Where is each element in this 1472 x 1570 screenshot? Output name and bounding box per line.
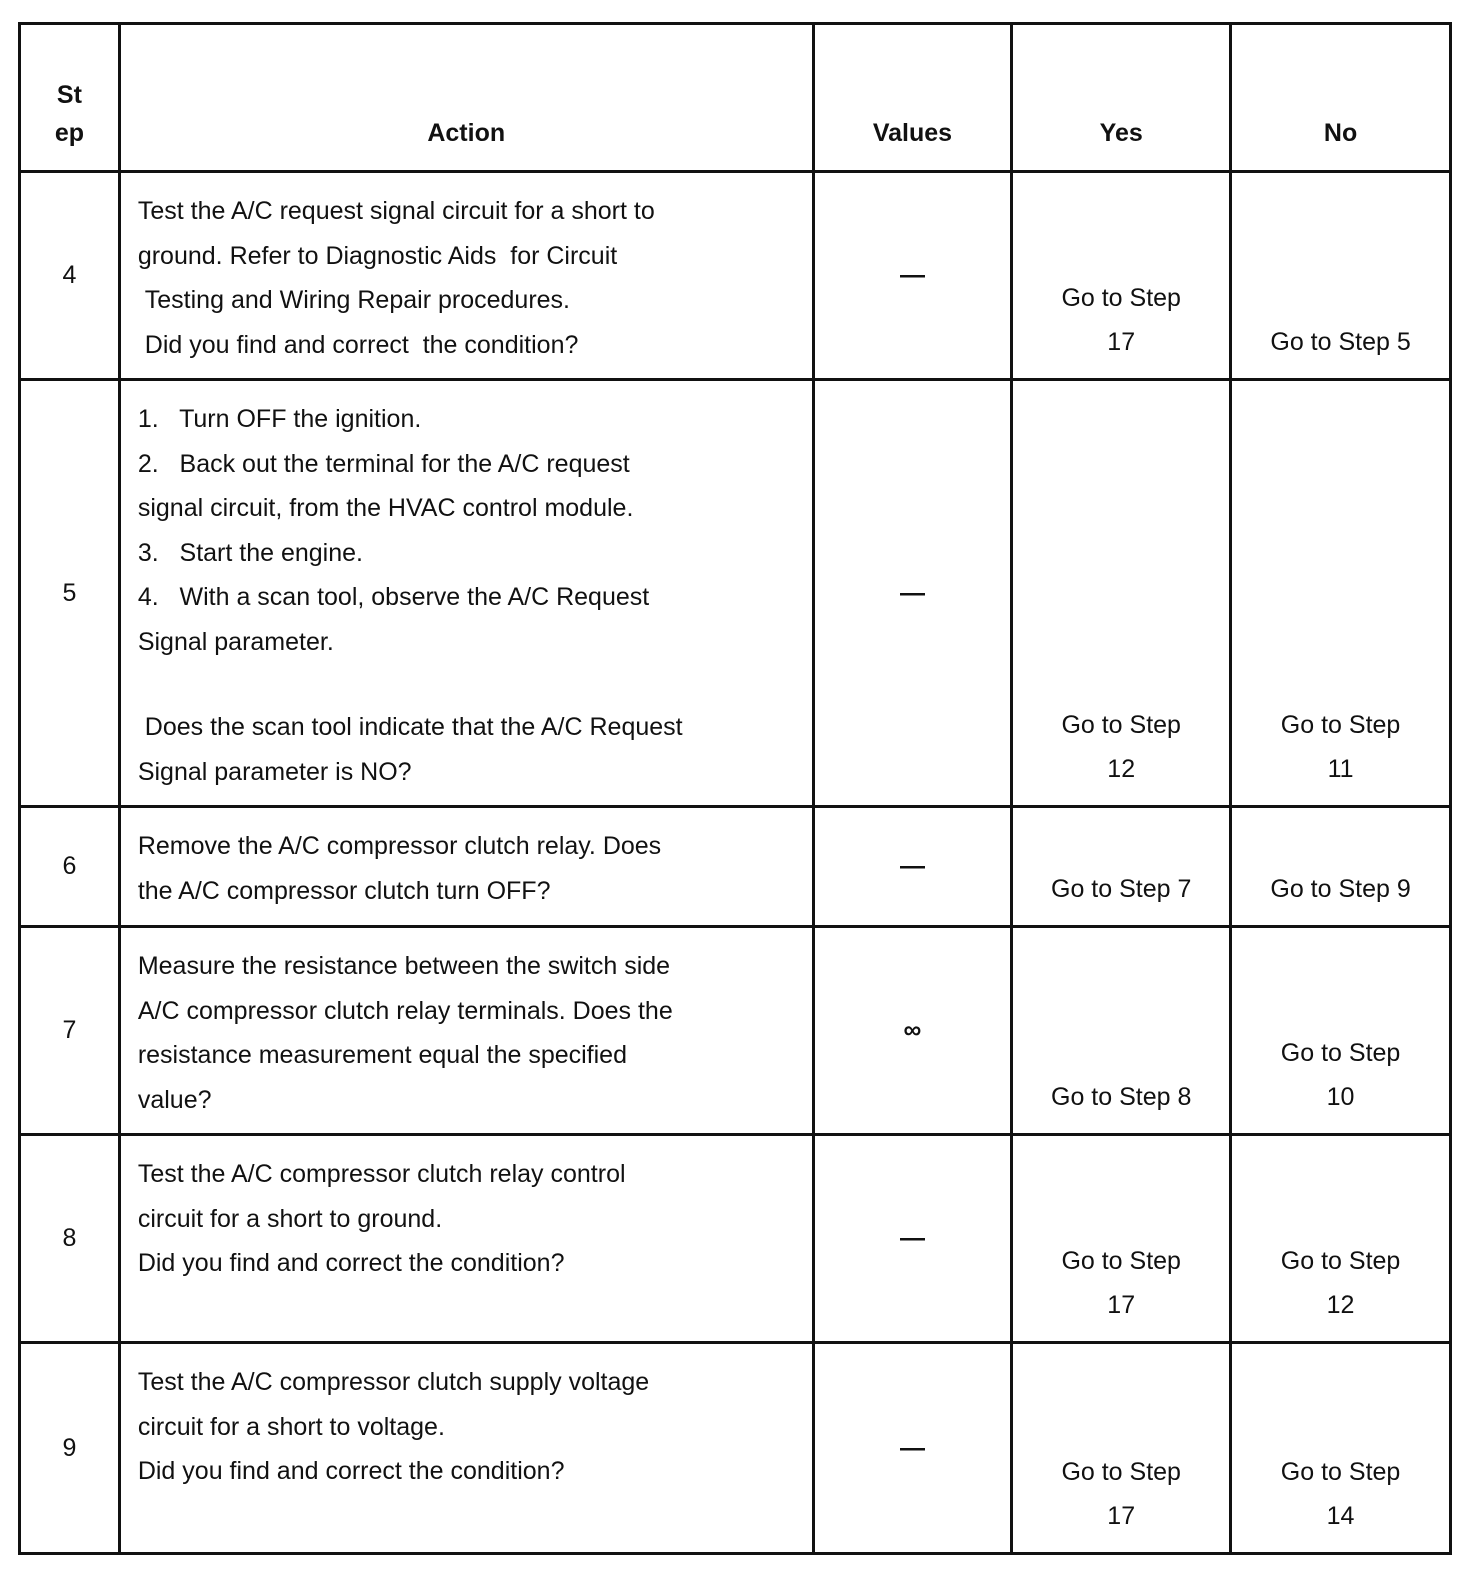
no-text: Go to Step 5 <box>1270 328 1411 356</box>
yes-cell <box>1012 380 1231 807</box>
yes-text: Go to Step <box>1061 284 1181 312</box>
no-text: 11 <box>1327 755 1354 783</box>
action-line: circuit for a short to ground. <box>137 1204 443 1233</box>
value-cell: — <box>813 380 1012 807</box>
action-line: Signal parameter is NO? <box>137 757 412 786</box>
yes-cell <box>1012 1135 1231 1343</box>
yes-text: 12 <box>1107 755 1136 783</box>
no-text: Go to Step <box>1280 1039 1401 1067</box>
yes-text: Go to Step <box>1061 1247 1181 1275</box>
action-line: Signal parameter. <box>137 627 334 656</box>
action-line: Does the scan tool indicate that the A/C Request <box>137 713 683 741</box>
header-values: Values <box>813 24 1012 172</box>
action-cell <box>119 172 813 380</box>
action-line: value? <box>137 1085 212 1114</box>
header-row <box>20 24 1451 172</box>
step-number: 7 <box>20 927 120 1135</box>
no-text: Go to Step <box>1280 711 1401 739</box>
action-line <box>138 664 794 705</box>
table-row <box>20 1135 1451 1343</box>
no-cell <box>1231 380 1451 807</box>
yes-text: Go to Step <box>1061 711 1181 739</box>
value-cell: — <box>813 172 1012 380</box>
action-line: circuit for a short to voltage. <box>137 1412 445 1441</box>
action-line: Measure the resistance between the switch side <box>137 952 671 980</box>
yes-text: 17 <box>1107 328 1136 356</box>
diagnostic-table <box>18 22 1452 1555</box>
action-line: Did you find and correct the condition? <box>137 1249 565 1277</box>
value-cell: ∞ <box>813 927 1012 1135</box>
action-cell <box>119 927 813 1135</box>
no-text: Go to Step 9 <box>1270 875 1411 903</box>
yes-text: 17 <box>1107 1502 1136 1530</box>
step-number: 5 <box>20 380 120 807</box>
step-number: 9 <box>20 1343 120 1554</box>
no-text: Go to Step <box>1280 1458 1401 1486</box>
no-cell <box>1231 1343 1451 1554</box>
action-line: A/C compressor clutch relay terminals. Does the <box>137 996 673 1025</box>
no-cell <box>1231 807 1451 927</box>
action-line: Did you find and correct the condition? <box>137 1457 565 1485</box>
yes-cell <box>1012 1343 1231 1554</box>
header-action: Action <box>119 24 813 172</box>
yes-text: 17 <box>1107 1291 1136 1319</box>
table-row <box>20 927 1451 1135</box>
action-line: Test the A/C request signal circuit for a short to <box>137 197 655 225</box>
action-line: Testing and Wiring Repair procedures. <box>137 286 570 314</box>
yes-cell <box>1012 927 1231 1135</box>
value-cell: — <box>813 1135 1012 1343</box>
action-line: Remove the A/C compressor clutch relay. Does <box>137 832 662 860</box>
yes-text: Go to Step 8 <box>1051 1083 1192 1111</box>
no-text: 12 <box>1326 1291 1355 1319</box>
action-cell <box>119 807 813 927</box>
no-text: 14 <box>1326 1502 1355 1530</box>
action-line: ground. Refer to Diagnostic Aids for Circuit <box>137 241 618 270</box>
header-no: No <box>1231 24 1451 172</box>
action-line: Did you find and correct the condition? <box>137 330 579 359</box>
table-row <box>20 380 1451 807</box>
action-cell <box>119 380 813 807</box>
header-step: St ep <box>20 24 120 172</box>
action-line: 1. Turn OFF the ignition. <box>137 405 422 433</box>
value-cell: — <box>813 1343 1012 1554</box>
action-line: signal circuit, from the HVAC control module. <box>137 494 634 522</box>
no-text: Go to Step <box>1280 1247 1401 1275</box>
step-number: 6 <box>20 807 120 927</box>
no-cell <box>1231 927 1451 1135</box>
action-cell <box>119 1135 813 1343</box>
value-cell: — <box>813 807 1012 927</box>
action-line: the A/C compressor clutch turn OFF? <box>137 876 551 905</box>
step-number: 4 <box>20 172 120 380</box>
yes-cell <box>1012 172 1231 380</box>
action-cell <box>119 1343 813 1554</box>
no-cell <box>1231 1135 1451 1343</box>
action-line: 4. With a scan tool, observe the A/C Request <box>137 583 650 611</box>
table-row <box>20 172 1451 380</box>
action-line: Test the A/C compressor clutch supply voltage <box>137 1368 650 1396</box>
action-line: 2. Back out the terminal for the A/C request <box>137 449 630 478</box>
no-cell <box>1231 172 1451 380</box>
yes-text: Go to Step <box>1061 1458 1181 1486</box>
step-number: 8 <box>20 1135 120 1343</box>
table-row <box>20 807 1451 927</box>
table-row <box>20 1343 1451 1554</box>
yes-text: Go to Step 7 <box>1051 875 1192 903</box>
yes-cell <box>1012 807 1231 927</box>
header-yes: Yes <box>1012 24 1231 172</box>
action-line: Test the A/C compressor clutch relay control <box>137 1160 626 1188</box>
action-line: resistance measurement equal the specified <box>137 1041 627 1069</box>
action-line: 3. Start the engine. <box>137 538 363 567</box>
no-text: 10 <box>1326 1083 1355 1111</box>
